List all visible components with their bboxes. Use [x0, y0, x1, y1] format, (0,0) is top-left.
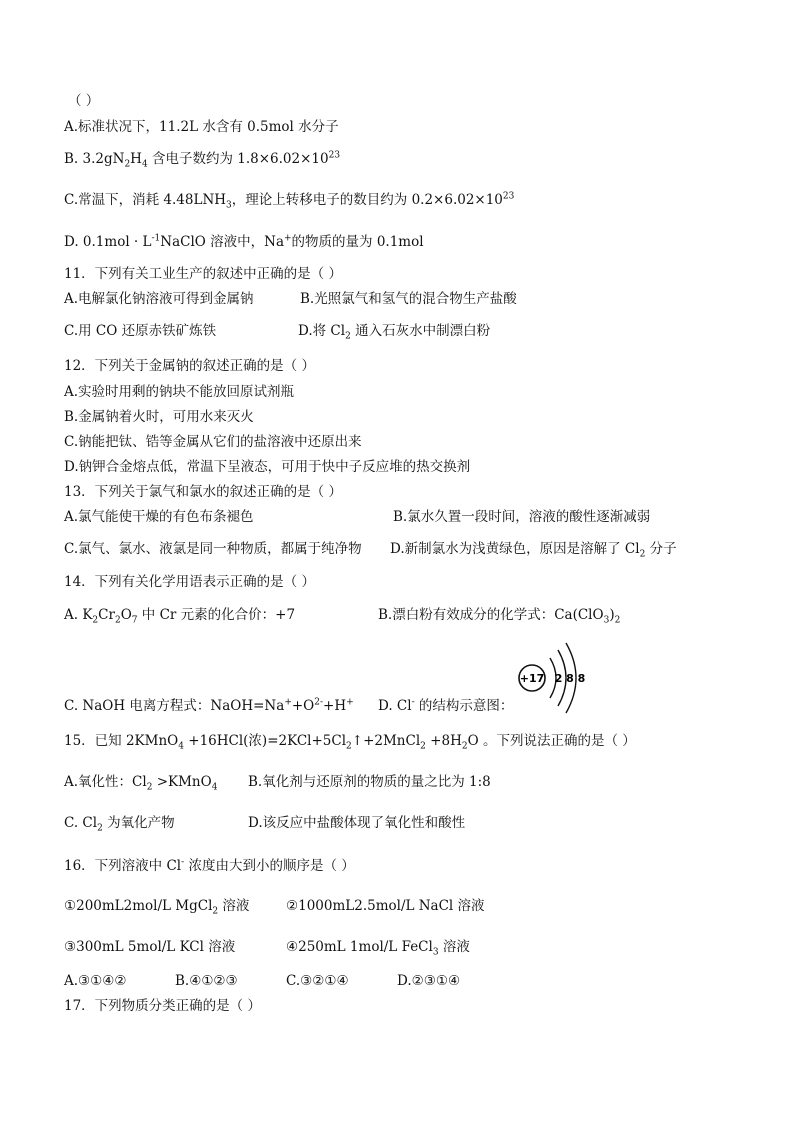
q15-stem: 15．已知 2KMnO$_4$ +16HCl(浓)$=2KCl+5Cl_2↑+2MnCl_2 +8H_2O$ 。下列说法正确的是（ ）: [64, 733, 636, 752]
q16-option-d: D.②③①④: [397, 973, 461, 989]
q13-option-a: A.氯气能使干燥的有色布条褪色: [64, 509, 254, 525]
chloride-ion-structure-diagram: [512, 640, 602, 720]
q16-solution-2: ②1000mL2.5mol/L NaCl 溶液: [286, 898, 485, 914]
q10-stem: （ ）: [68, 93, 100, 109]
q10-option-a: A.标准状况下，11.2L 水含有 0.5mol 水分子: [64, 119, 339, 135]
q13-option-d: D.新制氯水为浅黄绿色，原因是溶解了 $Cl_2$ 分子: [390, 541, 677, 560]
q14-option-b: B.漂白粉有效成分的化学式：$Ca(ClO_3)_2$: [378, 607, 621, 626]
q13-stem: 13．下列关于氯气和氯水的叙述正确的是（ ）: [64, 484, 342, 500]
q11-option-a: A.电解氯化钠溶液可得到金属钠: [64, 291, 254, 307]
q13-option-c: C.氯气、氯水、液氯是同一种物质，都属于纯净物: [64, 541, 362, 557]
nucleus-charge: +17: [519, 672, 545, 685]
q16-option-c: C.③②①④: [286, 973, 349, 989]
q16-solution-4: ④250mL 1mol/L FeCl$_3$ 溶液: [286, 939, 470, 958]
q11-option-d: D.将 $Cl_2$ 通入石灰水中制漂白粉: [298, 323, 491, 342]
q11-stem: 11．下列有关工业生产的叙述中正确的是（ ）: [64, 266, 342, 282]
q11-option-b: B.光照氯气和氢气的混合物生产盐酸: [300, 291, 517, 307]
q16-solution-1: ①200mL2mol/L MgCl$_2$ 溶液: [64, 898, 250, 917]
q12-stem: 12．下列关于金属钠的叙述正确的是（ ）: [64, 358, 315, 374]
q12-option-d: D.钠钾合金熔点低，常温下呈液态，可用于快中子反应堆的热交换剂: [64, 459, 471, 475]
q10-option-d: D. $0.1mol \cdot L^{-1}NaClO$ 溶液中，Na+的物质的量为 0.1mol: [64, 233, 424, 250]
q12-option-c: C.钠能把钛、锆等金属从它们的盐溶液中还原出来: [64, 434, 362, 450]
q17-stem: 17．下列物质分类正确的是（ ）: [64, 998, 261, 1014]
q16-stem: 16．下列溶液中 Cl- 浓度由大到小的顺序是（ ）: [64, 857, 355, 874]
q14-stem: 14．下列有关化学用语表示正确的是（ ）: [64, 574, 315, 590]
q16-solution-3: ③300mL 5mol/L KCl 溶液: [64, 939, 236, 955]
shell-electron-counts: 2 8 8: [554, 672, 586, 685]
q12-option-b: B.金属钠着火时，可用水来灭火: [64, 409, 254, 425]
q14-option-d: D. Cl- 的结构示意图：: [378, 697, 514, 714]
q12-option-a: A.实验时用剩的钠块不能放回原试剂瓶: [64, 384, 295, 400]
q14-option-c: C. NaOH 电离方程式：$NaOH=Na^++O^{2-}+H^+$: [64, 697, 354, 714]
q15-option-d: D.该反应中盐酸体现了氧化性和酸性: [248, 815, 466, 831]
q10-option-b: B. $3.2gN_2H_4$ 含电子数约为 $1.8\times 6.02\times 10^{23}$: [64, 150, 341, 170]
q10-option-c: C.常温下，消耗 $4.48LNH_3$，理论上转移电子的数目约为 $0.2\times 6.02\times 10^{23}$: [64, 191, 515, 211]
q13-option-b: B.氯水久置一段时间，溶液的酸性逐渐减弱: [393, 509, 651, 525]
q15-option-b: B.氧化剂与还原剂的物质的量之比为 1:8: [248, 774, 491, 790]
q14-option-a: A. $K_2Cr_2O_7$ 中 Cr 元素的化合价：+7: [64, 607, 296, 626]
q16-option-b: B.④①②③: [175, 973, 238, 989]
q15-option-a: A.氧化性：$Cl_2$ >KMnO$_4$: [64, 774, 218, 793]
q15-option-c: C. $Cl_2$ 为氧化产物: [64, 815, 175, 834]
q16-option-a: A.③①④②: [64, 973, 127, 989]
q11-option-c: C.用 CO 还原赤铁矿炼铁: [64, 323, 217, 339]
